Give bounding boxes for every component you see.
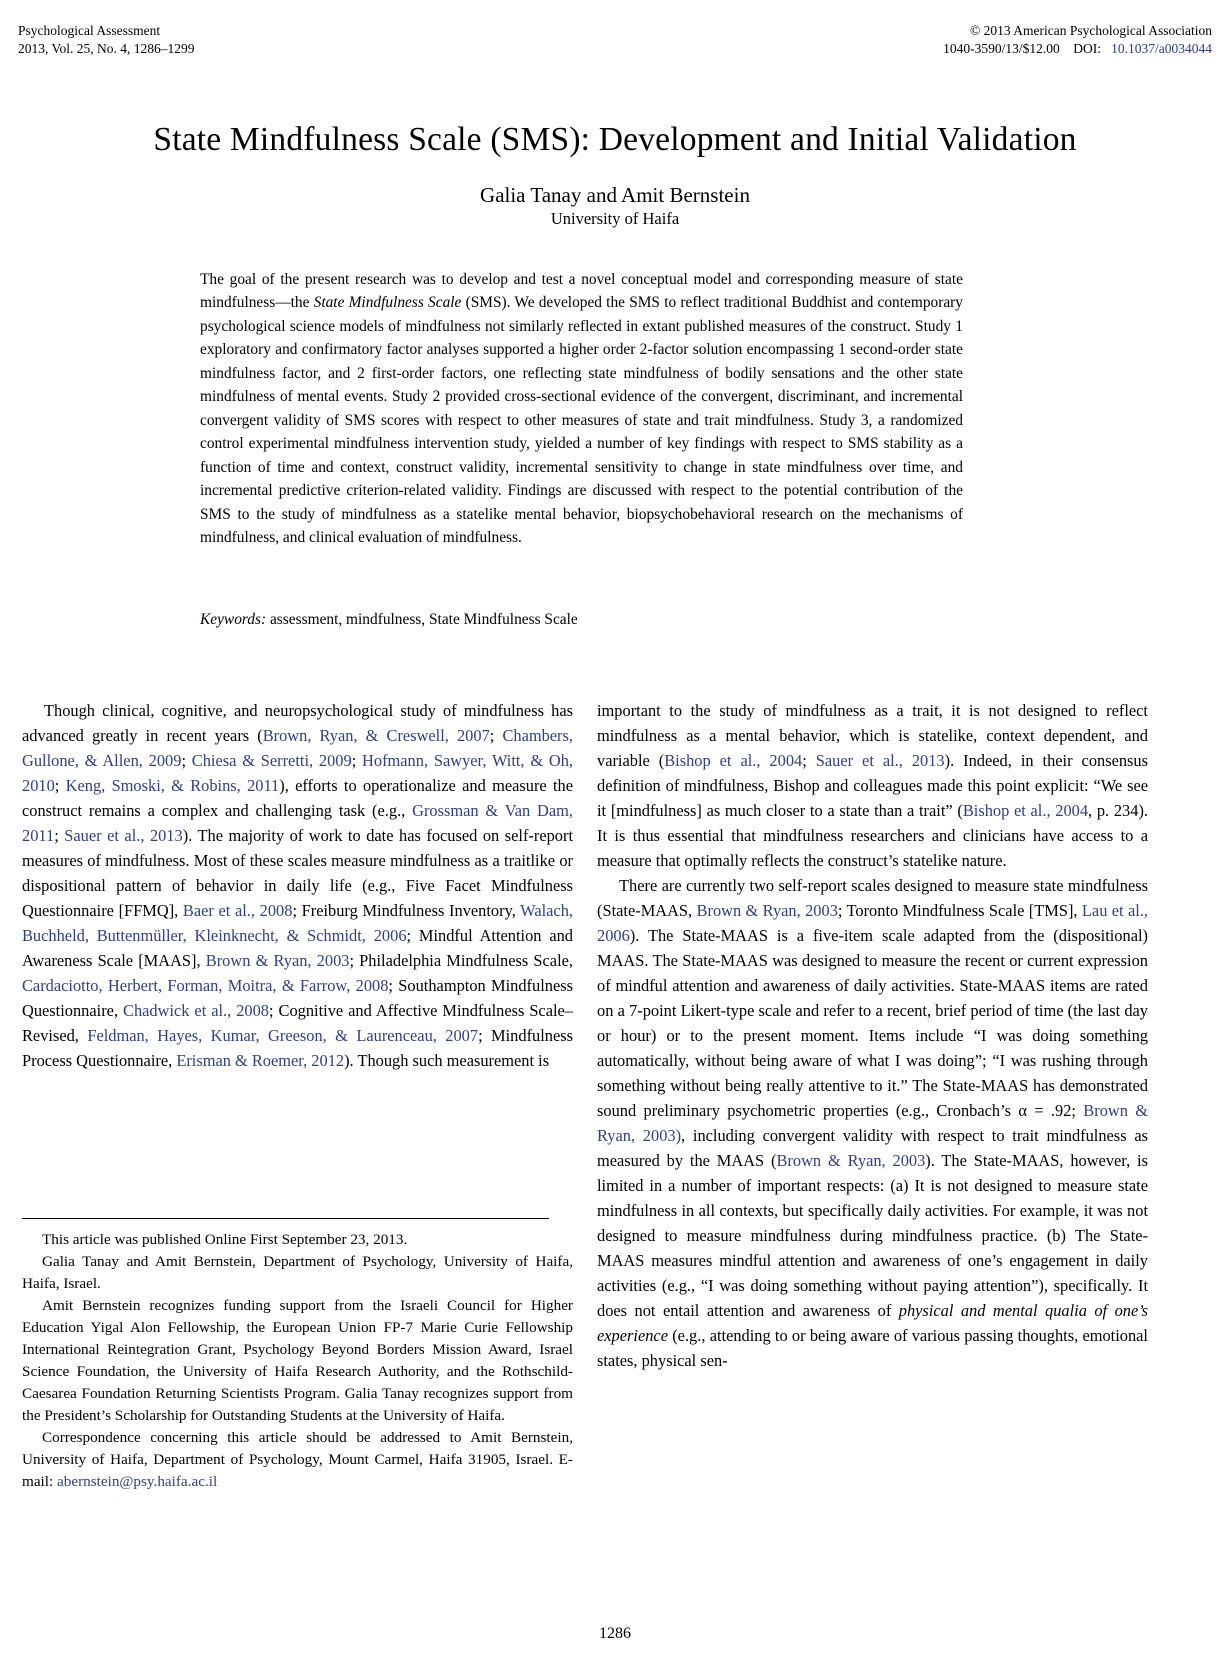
citation-link[interactable]: Brown & Ryan, 2003: [696, 901, 838, 921]
citation-link[interactable]: Brown & Ryan, 2003: [776, 1151, 926, 1171]
text-run: ;: [802, 751, 816, 771]
text-run: ). The majority of work to date has focused on self-report measures of mindfulness. Most of these scales measure mindfulness as a traitlike or dispositional pattern of behavior in daily life (e.g., Five Facet Mindfulness Questionnaire [FFMQ],: [22, 826, 574, 921]
text-run: important to the study of mindfulness as a trait, it is not designed to reflect mindfulness as a mental behavior, which is statelike, context dependent, and variable (: [597, 701, 1148, 771]
masthead: [18, 22, 1212, 58]
text-run: ; Mindfulness Process Questionnaire,: [22, 1026, 574, 1071]
affiliation: University of Haifa: [550, 209, 680, 228]
citation-link[interactable]: Walach, Buchheld, Buttenmüller, Kleinknecht, & Schmidt, 2006: [22, 901, 573, 946]
issn-price: 1040-3590/13/$12.00: [943, 40, 1060, 56]
keywords-label: Keywords:: [200, 611, 267, 628]
text-run: Though clinical, cognitive, and neuropsychological study of mindfulness has advanced greatly in recent years (: [22, 701, 573, 746]
citation-link[interactable]: Bishop et al., 2004: [962, 801, 1089, 821]
text-run: ). Indeed, in their consensus definition of mindfulness, Bishop and colleagues made this point explicit: “We see it [mindfulness] as much closer to a state than a trait” (: [597, 751, 1149, 821]
citation-link[interactable]: Brown & Ryan, 2003: [205, 951, 350, 971]
citation-link[interactable]: Chambers, Gullone, & Allen, 2009: [22, 726, 573, 771]
text-run: , including convergent validity with respect to trait mindfulness as measured by the MAAS (: [597, 1126, 1148, 1171]
citation-link[interactable]: Brown & Ryan, 2003): [597, 1101, 1149, 1146]
keywords-value: assessment, mindfulness, State Mindfulness Scale: [266, 611, 578, 628]
citation-link[interactable]: Hofmann, Sawyer, Witt, & Oh, 2010: [22, 751, 573, 796]
masthead-copyright-info: [943, 22, 1212, 58]
text-run: ;: [54, 776, 66, 796]
footnote-divider: [22, 1218, 549, 1219]
text-run: ; Southampton Mindfulness Questionnaire,: [22, 976, 573, 1021]
footnote-line-correspondence: [22, 1427, 573, 1493]
citation-link[interactable]: Chiesa & Serretti, 2009: [191, 751, 352, 771]
issn-doi-line: [943, 40, 1212, 58]
citation-link[interactable]: Baer et al., 2008: [182, 901, 293, 921]
footnote-text: [22, 1229, 573, 1493]
abstract-text-part-1: The goal of the present research was to develop and test a novel conceptual model and corresponding measure of state mindfulness—the: [200, 271, 963, 312]
emphasis-text: physical and mental qualia of one’s experience: [597, 1301, 1148, 1346]
text-run: ;: [54, 826, 65, 846]
text-run: ;: [181, 751, 192, 771]
footnote-block: [22, 1218, 573, 1493]
paragraph-scales: [597, 873, 1148, 1373]
text-run: ; Cognitive and Affective Mindfulness Scale–Revised,: [22, 1001, 574, 1046]
abstract: [200, 268, 963, 550]
doi-link[interactable]: 10.1037/a0034044: [1111, 40, 1212, 56]
doi-label: DOI:: [1073, 40, 1101, 56]
paragraph-continuation: [597, 698, 1148, 873]
masthead-journal-info: [18, 22, 195, 58]
text-run: ; Philadelphia Mindfulness Scale,: [349, 951, 573, 971]
citation-link[interactable]: Cardaciotto, Herbert, Forman, Moitra, & Farrow, 2008: [22, 976, 389, 996]
citation-link[interactable]: Keng, Smoski, & Robins, 2011: [65, 776, 280, 796]
text-run: ). The State-MAAS, however, is limited in a number of important respects: (a) It is not designed to measure state mindfulness in all contexts, but specifically daily activities. For example, it was not designed to measure mindfulness during mindfulness practice. (b) The State-MAAS measures mindful attention and awareness of one’s engagement in daily activities (e.g., “I was doing something without paying attention”), specifically. It does not entail attention and awareness of: [597, 1151, 1148, 1321]
citation-link[interactable]: Feldman, Hayes, Kumar, Greeson, & Laurenceau, 2007: [87, 1026, 479, 1046]
text-run: ). The State-MAAS is a five-item scale adapted from the (dispositional) MAAS. The State-MAAS was designed to measure the recent or current expression of mindful attention and awareness of daily activities. State-MAAS items are rated on a 7-point Likert-type scale and refer to a recent, brief period of time (the last day or hour) or to the present moment. Items include “I was doing something automatically, without being aware of what I was doing”; “I was rushing through something without being really attentive to it.” The State-MAAS has demonstrated sound preliminary psychometric properties (e.g., Cronbach’s α = .92;: [597, 926, 1148, 1121]
email-link[interactable]: abernstein@psy.haifa.ac.il: [57, 1473, 218, 1491]
page-title: State Mindfulness Scale (SMS): Development and Initial Validation: [153, 121, 1077, 159]
text-run: , p. 234). It is thus essential that mindfulness researchers and clinicians have access to a measure that optimally reflects the construct’s statelike nature.: [597, 801, 1148, 871]
text-run: ). Though such measurement is: [344, 1051, 550, 1071]
keywords: [200, 608, 963, 631]
text-run: ;: [489, 726, 503, 746]
text-run: Correspondence concerning this article should be addressed to Amit Bernstein, University of Haifa, Department of Psychology, Mount Carmel, Haifa 31905, Israel. E-mail:: [22, 1429, 573, 1491]
page-number: 1286: [599, 1625, 631, 1642]
text-run: ;: [351, 751, 363, 771]
journal-issue: 2013, Vol. 25, No. 4, 1286–1299: [18, 40, 195, 56]
text-run: ; Freiburg Mindfulness Inventory,: [292, 901, 521, 921]
citation-link[interactable]: Lau et al., 2006: [597, 901, 1149, 946]
text-run: (e.g., attending to or being aware of various passing thoughts, emotional states, physical sen-: [597, 1326, 1148, 1371]
footnote-line-publication: This article was published Online First September 23, 2013.: [42, 1231, 408, 1248]
citation-link[interactable]: Chadwick et al., 2008: [123, 1001, 269, 1021]
abstract-scale-name: State Mindfulness Scale: [313, 294, 462, 312]
citation-link[interactable]: Bishop et al., 2004: [664, 751, 803, 771]
text-run: There are currently two self-report scales designed to measure state mindfulness (State-MAAS,: [597, 876, 1148, 921]
paragraph-intro: [22, 698, 573, 1073]
copyright-line: © 2013 American Psychological Association: [970, 23, 1212, 38]
citation-link[interactable]: Erisman & Roemer, 2012: [176, 1051, 345, 1071]
abstract-text-part-2: (SMS). We developed the SMS to reflect traditional Buddhist and contemporary psychological science models of mindfulness not similarly reflected in extant published measures of the construct. Study 1 exploratory and confirmatory factor analyses supported a higher order 2-factor solution encompassing 1 second-order state mindfulness factor, and 2 first-order factors, one reflecting state mindfulness of bodily sensations and the other state mindfulness of mental events. Study 2 provided cross-sectional evidence of the convergent, discriminant, and incremental convergent validity of SMS scores with respect to other measures of state and trait mindfulness. Study 3, a randomized control experimental mindfulness intervention study, yielded a number of key findings with respect to SMS stability as a function of time and context, construct validity, incremental sensitivity to change in state mindfulness over time, and incremental predictive criterion-related validity. Findings are discussed with respect to the potential contribution of the SMS to the study of mindfulness as a statelike mental behavior, biopsychobehavioral research on the mechanisms of mindfulness, and clinical evaluation of mindfulness.: [200, 294, 963, 547]
citation-link[interactable]: Brown, Ryan, & Creswell, 2007: [262, 726, 490, 746]
footnote-line-affiliation: Galia Tanay and Amit Bernstein, Department of Psychology, University of Haifa, Haifa, Israel.: [22, 1253, 573, 1293]
citation-link[interactable]: Sauer et al., 2013: [64, 826, 183, 846]
body-column-left: [22, 698, 573, 1073]
footnote-line-funding: Amit Bernstein recognizes funding support from the Israeli Council for Higher Education Yigal Alon Fellowship, the European Union FP-7 Marie Curie Fellowship International Reintegration Grant, Psychology Beyond Borders Mission Award, Israel Science Foundation, the University of Haifa Research Authority, and the Rothschild-Caesarea Foundation Returning Scientists Program. Galia Tanay recognizes support from the President’s Scholarship for Outstanding Students at the University of Haifa.: [22, 1297, 573, 1425]
author-list: Galia Tanay and Amit Bernstein: [480, 183, 750, 207]
journal-name: Psychological Assessment: [18, 23, 161, 38]
body-column-right: [597, 698, 1148, 1373]
citation-link[interactable]: Sauer et al., 2013: [815, 751, 945, 771]
text-run: ), efforts to operationalize and measure the construct remains a complex and challenging task (e.g.,: [22, 776, 574, 821]
citation-link[interactable]: Grossman & Van Dam, 2011: [22, 801, 573, 846]
text-run: ; Mindful Attention and Awareness Scale [MAAS],: [22, 926, 573, 971]
text-run: ; Toronto Mindfulness Scale [TMS],: [837, 901, 1082, 921]
